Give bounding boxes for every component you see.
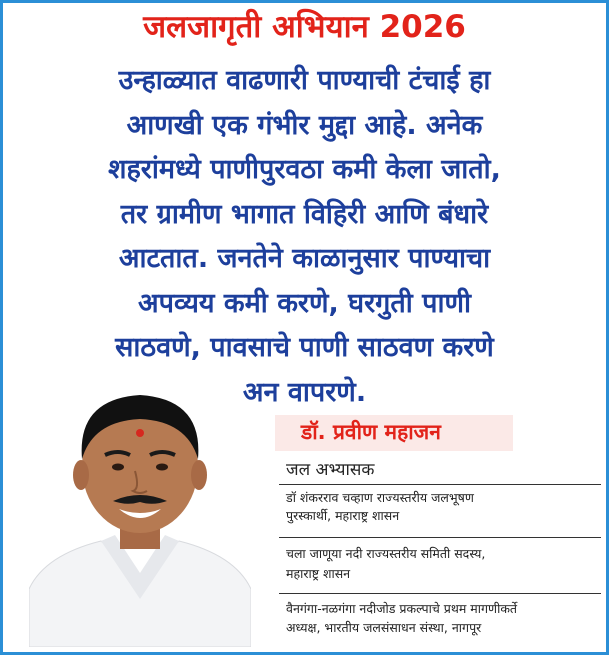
body-text	[17, 59, 592, 415]
person-name: डॉ. प्रवीण महाजन	[301, 420, 441, 444]
divider	[279, 484, 601, 485]
award-line: पुरस्कार्थी, महाराष्ट्र शासन	[286, 508, 400, 523]
person-role: जल अभ्यासक	[286, 460, 375, 480]
body-line: आणखी एक गंभीर मुद्दा आहे. अनेक	[126, 109, 483, 141]
poster-title: जलजागृती अभियान 2026	[143, 9, 466, 45]
award-line: डॉ शंकरराव चव्हाण राज्यस्तरीय जलभूषण	[286, 490, 474, 505]
divider	[279, 537, 601, 538]
body-line: उन्हाळ्यात वाढणारी पाण्याची टंचाई हा	[118, 65, 491, 96]
award-line: वैनगंगा-नळगंगा नदीजोड प्रकल्पाचे प्रथम मागणीकर्ते	[286, 601, 518, 616]
body-line: अपव्यय कमी करणे, घरगुती पाणी	[138, 287, 471, 319]
person-photo	[29, 375, 251, 647]
body-line: तर ग्रामीण भागात विहिरी आणि बंधारे	[120, 198, 489, 230]
body-line: अन वापरणे.	[242, 376, 367, 408]
award-line: अध्यक्ष, भारतीय जलसंसाधन संस्था, नागपूर	[286, 620, 482, 635]
award-line: चला जाणूया नदी राज्यस्तरीय समिती सदस्य,	[286, 546, 486, 561]
body-line: साठवणे, पावसाचे पाणी साठवण करणे	[115, 332, 494, 363]
body-line: आटतात. जनतेने काळानुसार पाण्याचा	[118, 243, 491, 274]
body-line: शहरांमध्ये पाणीपुरवठा कमी केला जातो,	[108, 154, 501, 185]
award-line: महाराष्ट्र शासन	[286, 566, 351, 581]
divider	[279, 593, 601, 594]
